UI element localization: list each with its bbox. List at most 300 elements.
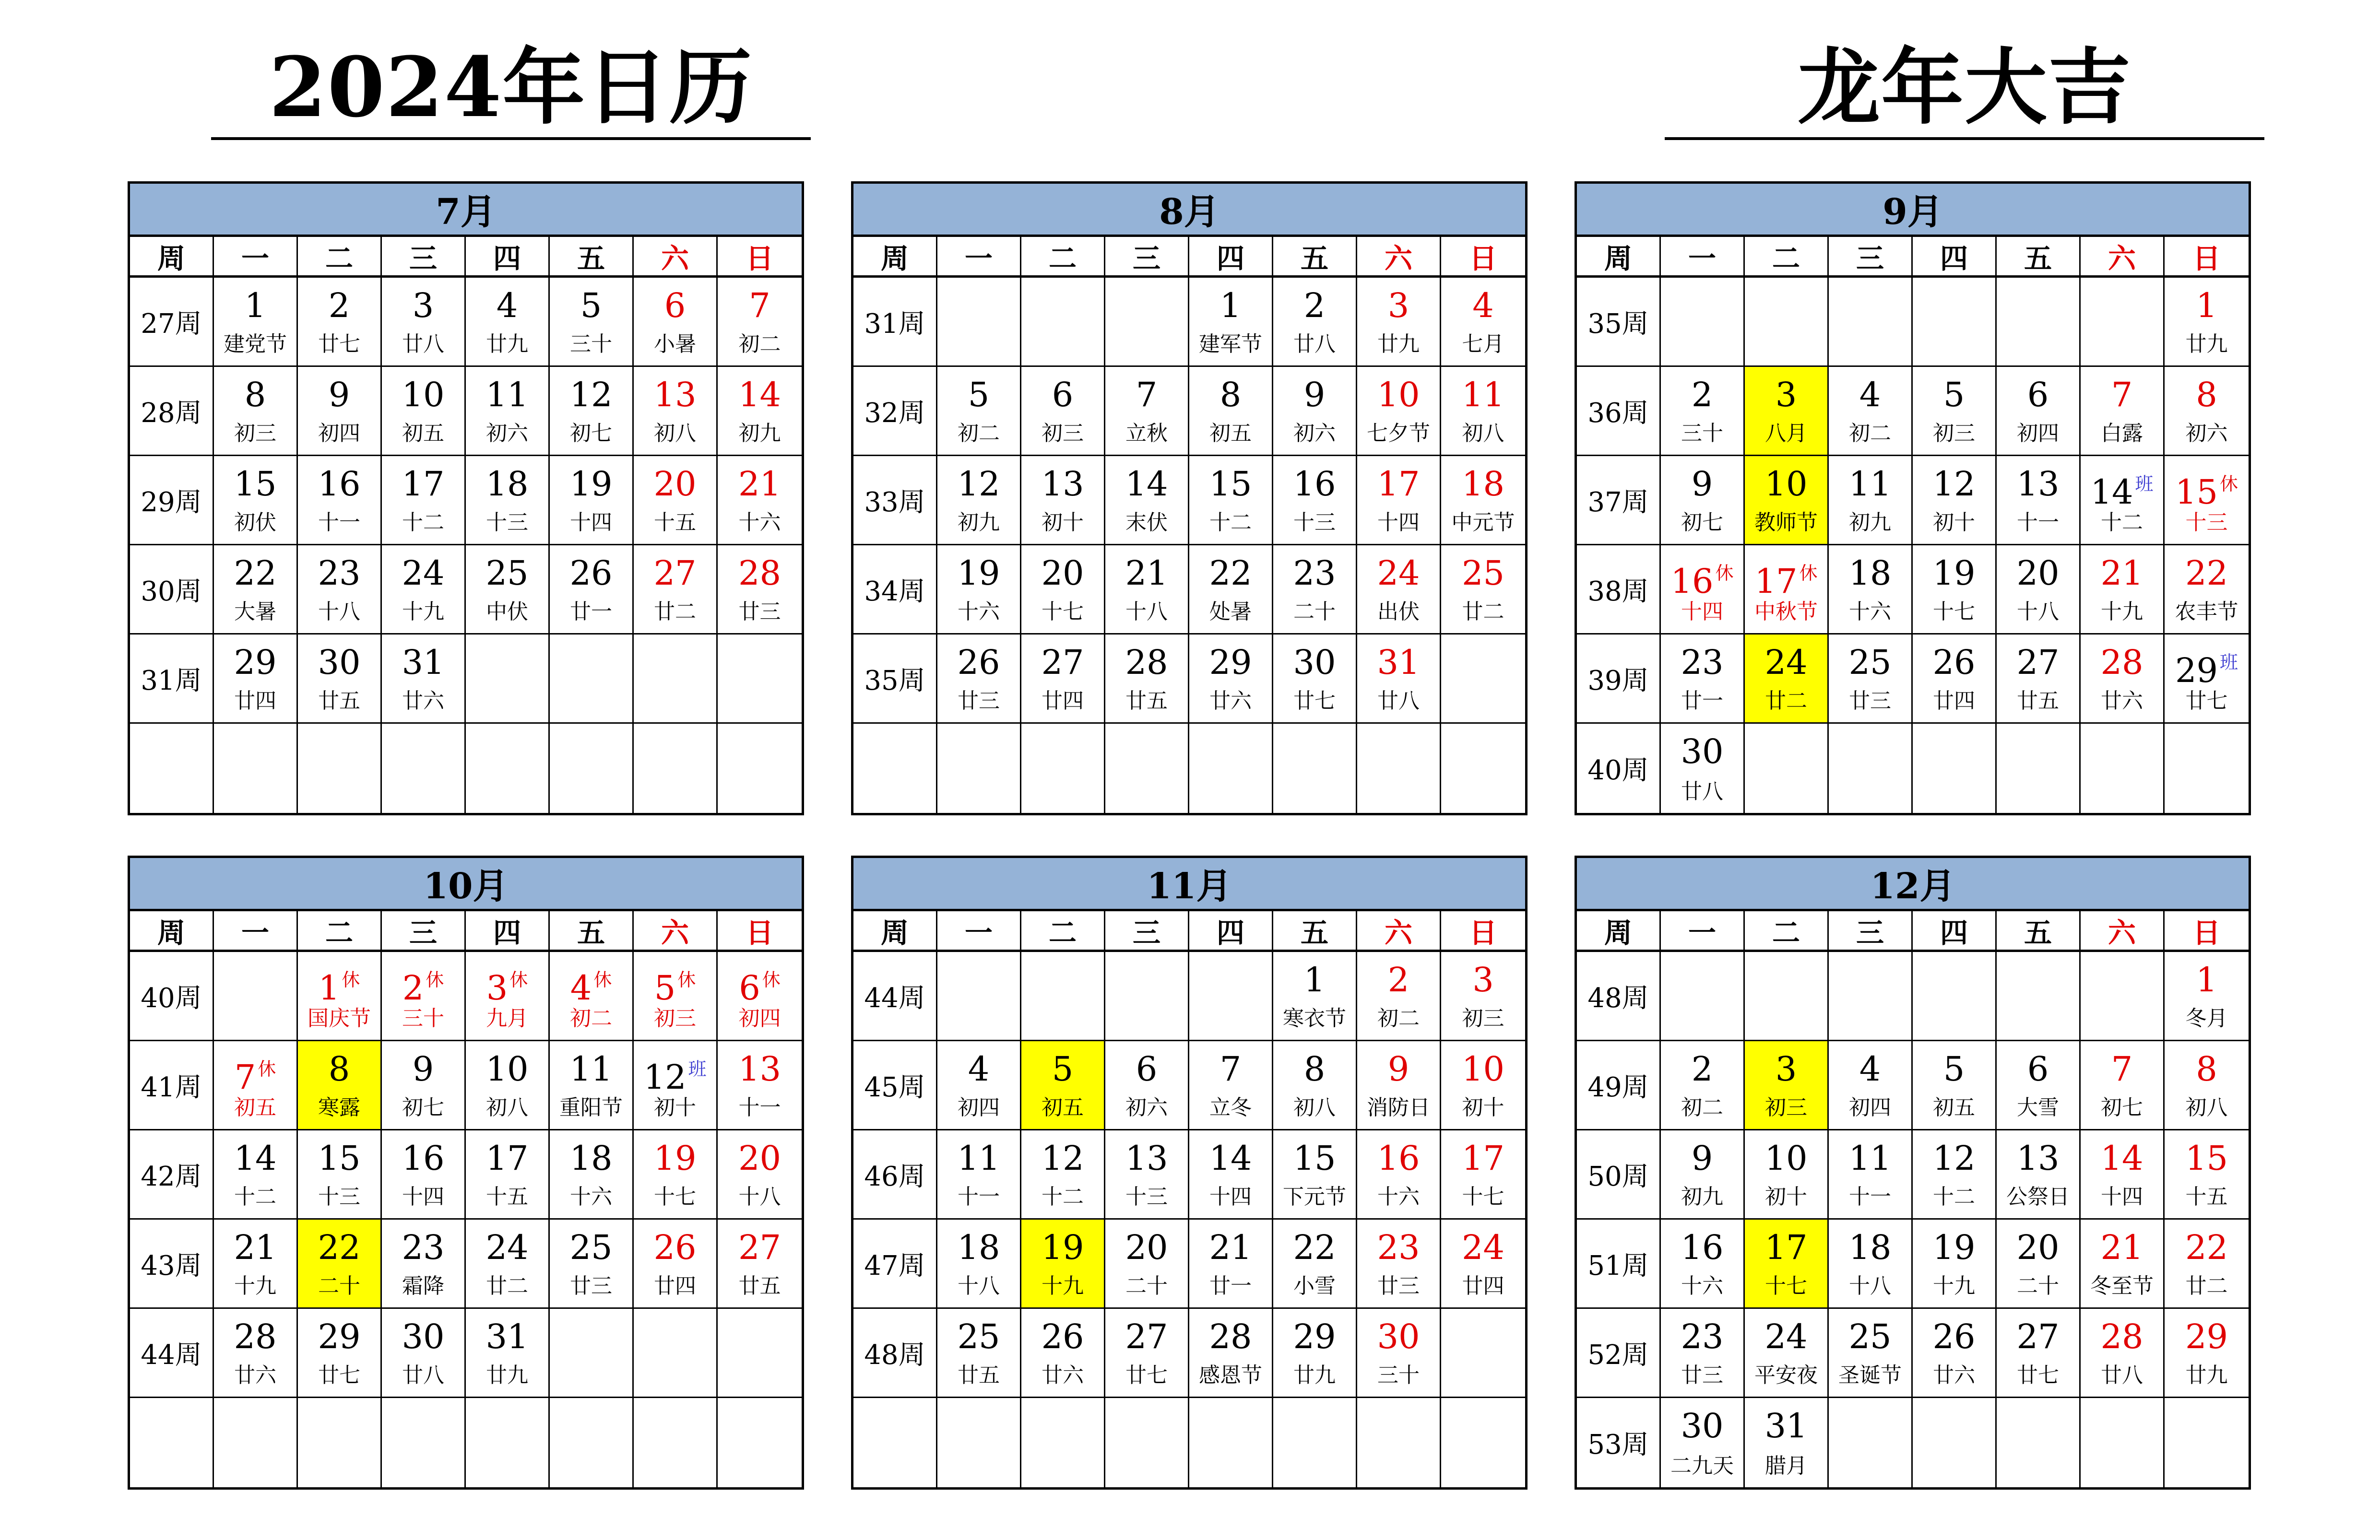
day-cell[interactable]	[2081, 456, 2165, 545]
day-cell[interactable]	[214, 367, 298, 456]
day-number: 2	[328, 286, 350, 325]
day-cell[interactable]	[1829, 1220, 1913, 1309]
day-cell[interactable]	[1105, 456, 1189, 545]
day-number-wrap	[1661, 1050, 1743, 1088]
day-cell[interactable]	[550, 1041, 634, 1130]
month-july	[128, 181, 804, 815]
day-cell[interactable]	[1273, 456, 1357, 545]
day-cell[interactable]	[382, 367, 466, 456]
day-number-wrap	[2081, 643, 2163, 682]
day-cell[interactable]	[1829, 1309, 1913, 1398]
empty-day-cell	[298, 1398, 382, 1487]
day-number-wrap	[1661, 554, 1743, 600]
day-cell[interactable]	[1997, 367, 2081, 456]
day-cell[interactable]	[1745, 635, 1829, 724]
day-cell[interactable]	[1441, 1041, 1525, 1130]
day-cell[interactable]	[1021, 545, 1105, 635]
day-cell[interactable]	[1273, 952, 1357, 1041]
day-number: 4	[1472, 286, 1494, 325]
day-number: 31	[1764, 1406, 1808, 1446]
day-cell[interactable]	[634, 278, 718, 367]
day-cell[interactable]	[550, 545, 634, 635]
lunar-date: 初十	[1462, 1095, 1504, 1120]
day-cell[interactable]	[466, 1220, 550, 1309]
day-cell[interactable]	[1357, 1041, 1441, 1130]
lunar-date: 初五	[234, 1095, 276, 1120]
day-number: 20	[653, 464, 697, 504]
day-cell[interactable]	[2165, 456, 2249, 545]
empty-day-cell	[466, 724, 550, 813]
day-cell[interactable]	[298, 545, 382, 635]
day-cell[interactable]	[1913, 1220, 1997, 1309]
day-cell[interactable]	[1661, 1398, 1745, 1487]
day-cell[interactable]	[1997, 635, 2081, 724]
day-cell[interactable]	[1661, 635, 1745, 724]
day-number: 29	[2175, 651, 2218, 690]
empty-day-cell	[1441, 635, 1525, 724]
day-number: 29	[2185, 1317, 2228, 1356]
day-cell[interactable]	[382, 456, 466, 545]
lunar-date: 初四	[318, 421, 360, 446]
lunar-date: 十九	[1933, 1274, 1975, 1298]
day-cell[interactable]	[298, 1220, 382, 1309]
day-number-wrap	[298, 961, 380, 1007]
day-cell[interactable]	[550, 278, 634, 367]
day-cell[interactable]	[382, 1130, 466, 1220]
day-cell[interactable]	[1745, 456, 1829, 545]
day-number: 23	[402, 1228, 445, 1267]
day-number: 30	[318, 643, 361, 682]
day-cell[interactable]	[1997, 1309, 2081, 1398]
day-cell[interactable]	[1661, 456, 1745, 545]
lunar-date: 十六	[570, 1185, 612, 1209]
day-cell[interactable]	[1021, 1220, 1105, 1309]
lunar-date: 廿八	[1293, 332, 1336, 356]
day-cell[interactable]	[298, 367, 382, 456]
lunar-date: 初九	[738, 421, 781, 446]
lunar-date: 廿九	[486, 332, 528, 356]
empty-day-cell	[634, 1398, 718, 1487]
day-number-wrap	[214, 643, 296, 682]
day-cell[interactable]	[382, 1041, 466, 1130]
week-number	[853, 724, 937, 813]
day-number: 16	[1293, 464, 1336, 504]
day-cell[interactable]	[634, 1041, 718, 1130]
day-cell[interactable]	[382, 1309, 466, 1398]
day-cell[interactable]	[1273, 635, 1357, 724]
day-cell[interactable]	[382, 635, 466, 724]
day-cell[interactable]	[937, 545, 1021, 635]
day-number-wrap	[550, 1228, 632, 1267]
day-cell[interactable]	[1189, 1309, 1273, 1398]
day-number-wrap	[466, 376, 548, 414]
day-number: 23	[1377, 1228, 1420, 1267]
day-number: 20	[1041, 553, 1084, 593]
day-cell[interactable]	[1273, 1220, 1357, 1309]
day-cell[interactable]	[382, 952, 466, 1041]
day-cell[interactable]	[1997, 1130, 2081, 1220]
day-cell[interactable]	[1021, 1041, 1105, 1130]
weekday-header: 四	[1189, 911, 1273, 952]
day-cell[interactable]	[634, 1130, 718, 1220]
holiday-badge: 休	[677, 969, 696, 990]
day-number: 10	[1461, 1049, 1505, 1089]
day-cell[interactable]	[1441, 1130, 1525, 1220]
day-cell[interactable]	[634, 545, 718, 635]
month-title: 11月	[853, 858, 1525, 911]
day-cell[interactable]	[1273, 545, 1357, 635]
day-cell[interactable]	[1661, 724, 1745, 813]
day-number: 25	[569, 1228, 613, 1267]
day-cell[interactable]	[2165, 952, 2249, 1041]
holiday-badge: 休	[1799, 563, 1818, 584]
day-cell[interactable]	[1913, 1309, 1997, 1398]
day-cell[interactable]	[1105, 1220, 1189, 1309]
day-cell[interactable]	[1661, 1309, 1745, 1398]
lunar-date: 霜降	[402, 1274, 444, 1298]
day-cell[interactable]	[1273, 1041, 1357, 1130]
day-cell[interactable]	[1189, 545, 1273, 635]
day-cell[interactable]	[1829, 545, 1913, 635]
lunar-date: 十二	[234, 1185, 276, 1209]
day-number-wrap	[634, 1139, 716, 1177]
day-cell[interactable]	[1357, 952, 1441, 1041]
day-number-wrap	[1829, 643, 1911, 682]
day-cell[interactable]	[937, 1220, 1021, 1309]
day-number: 9	[1691, 1139, 1713, 1178]
day-cell[interactable]	[1189, 456, 1273, 545]
day-cell[interactable]	[2165, 278, 2249, 367]
day-cell[interactable]	[2165, 367, 2249, 456]
week-number	[130, 724, 214, 813]
day-cell[interactable]	[634, 952, 718, 1041]
day-cell[interactable]	[1661, 1220, 1745, 1309]
day-cell[interactable]	[1661, 1041, 1745, 1130]
empty-day-cell	[1997, 278, 2081, 367]
day-cell[interactable]	[718, 456, 802, 545]
day-cell[interactable]	[1189, 1041, 1273, 1130]
day-cell[interactable]	[1273, 278, 1357, 367]
week-number: 45周	[853, 1041, 937, 1130]
day-cell[interactable]	[1105, 635, 1189, 724]
day-cell[interactable]	[718, 952, 802, 1041]
weekday-header: 六	[2081, 911, 2165, 952]
day-cell[interactable]	[298, 635, 382, 724]
day-cell[interactable]	[1661, 1130, 1745, 1220]
day-cell[interactable]	[214, 1130, 298, 1220]
day-number-wrap	[1357, 554, 1440, 592]
day-cell[interactable]	[466, 1130, 550, 1220]
day-cell[interactable]	[1745, 1220, 1829, 1309]
weekday-header: 三	[1829, 237, 1913, 278]
day-number-wrap	[1021, 1139, 1104, 1177]
day-cell[interactable]	[1105, 1130, 1189, 1220]
day-number-wrap	[1273, 286, 1356, 325]
weekday-header: 一	[937, 911, 1021, 952]
day-number: 12	[957, 464, 1000, 504]
day-cell[interactable]	[214, 278, 298, 367]
day-cell[interactable]	[937, 1130, 1021, 1220]
week-number: 49周	[1577, 1041, 1661, 1130]
day-cell[interactable]	[1829, 635, 1913, 724]
empty-day-cell	[1913, 1398, 1997, 1487]
lunar-date: 初八	[1462, 421, 1504, 446]
day-cell[interactable]	[1021, 1130, 1105, 1220]
day-number: 28	[1125, 643, 1168, 682]
day-cell[interactable]	[1189, 278, 1273, 367]
weekday-header: 五	[1997, 237, 2081, 278]
day-cell[interactable]	[1105, 1309, 1189, 1398]
day-cell[interactable]	[1021, 367, 1105, 456]
lunar-date: 廿一	[570, 600, 612, 624]
empty-day-cell	[2081, 1398, 2165, 1487]
weekday-header: 一	[937, 237, 1021, 278]
lunar-date: 廿三	[1849, 689, 1891, 713]
day-cell[interactable]	[550, 367, 634, 456]
day-cell[interactable]	[1913, 367, 1997, 456]
day-number-wrap	[1357, 643, 1440, 682]
weekday-header: 日	[1441, 237, 1525, 278]
day-number-wrap	[1829, 1139, 1911, 1177]
day-number: 18	[1848, 1228, 1892, 1267]
day-number-wrap	[1997, 1050, 2079, 1088]
day-cell[interactable]	[634, 367, 718, 456]
lunar-date: 廿六	[402, 689, 444, 713]
day-cell[interactable]	[1021, 456, 1105, 545]
day-cell[interactable]	[214, 1309, 298, 1398]
day-cell[interactable]	[937, 367, 1021, 456]
day-number-wrap	[1913, 554, 1995, 592]
day-cell[interactable]	[382, 1220, 466, 1309]
day-cell[interactable]	[466, 1041, 550, 1130]
day-cell[interactable]	[1441, 1220, 1525, 1309]
day-cell[interactable]	[2165, 635, 2249, 724]
lunar-date: 十三	[1293, 510, 1336, 535]
day-cell[interactable]	[466, 278, 550, 367]
day-cell[interactable]	[2081, 545, 2165, 635]
day-cell[interactable]	[634, 456, 718, 545]
day-cell[interactable]	[937, 635, 1021, 724]
lunar-date: 立秋	[1125, 421, 1168, 446]
day-cell[interactable]	[298, 1130, 382, 1220]
day-cell[interactable]	[466, 456, 550, 545]
day-cell[interactable]	[1829, 367, 1913, 456]
day-cell[interactable]	[1105, 1041, 1189, 1130]
day-cell[interactable]	[1189, 1220, 1273, 1309]
day-cell[interactable]	[1997, 545, 2081, 635]
lunar-date: 初三	[1042, 421, 1084, 446]
day-cell[interactable]	[2165, 1130, 2249, 1220]
day-cell[interactable]	[1441, 456, 1525, 545]
day-number: 6	[739, 968, 760, 1008]
day-number: 31	[402, 643, 445, 682]
day-cell[interactable]	[1997, 1041, 2081, 1130]
week-number: 33周	[853, 456, 937, 545]
day-cell[interactable]	[2165, 545, 2249, 635]
day-cell[interactable]	[1913, 1130, 1997, 1220]
day-cell[interactable]	[718, 545, 802, 635]
day-cell[interactable]	[1189, 1130, 1273, 1220]
day-cell[interactable]	[718, 1130, 802, 1220]
day-cell[interactable]	[2081, 1309, 2165, 1398]
day-cell[interactable]	[382, 278, 466, 367]
day-cell[interactable]	[1829, 1130, 1913, 1220]
day-cell[interactable]	[1441, 367, 1525, 456]
day-cell[interactable]	[1357, 278, 1441, 367]
day-cell[interactable]	[718, 1041, 802, 1130]
empty-day-cell	[1829, 724, 1913, 813]
day-cell[interactable]	[937, 456, 1021, 545]
day-cell[interactable]	[1661, 545, 1745, 635]
day-cell[interactable]	[1273, 1309, 1357, 1398]
day-number: 25	[957, 1317, 1000, 1356]
day-number: 7	[1136, 375, 1158, 414]
day-cell[interactable]	[214, 1041, 298, 1130]
day-cell[interactable]	[1745, 1130, 1829, 1220]
day-cell[interactable]	[466, 1309, 550, 1398]
day-cell[interactable]	[298, 952, 382, 1041]
day-cell[interactable]	[1997, 456, 2081, 545]
day-cell[interactable]	[1189, 367, 1273, 456]
day-cell[interactable]	[1357, 1130, 1441, 1220]
day-cell[interactable]	[1913, 635, 1997, 724]
lunar-date: 廿八	[402, 332, 444, 356]
day-cell[interactable]	[937, 1041, 1021, 1130]
day-cell[interactable]	[466, 367, 550, 456]
day-cell[interactable]	[1357, 545, 1441, 635]
day-cell[interactable]	[1913, 1041, 1997, 1130]
lunar-date: 重阳节	[559, 1095, 623, 1120]
day-cell[interactable]	[1661, 367, 1745, 456]
lunar-date: 十六	[1849, 600, 1891, 624]
day-cell[interactable]	[1745, 1398, 1829, 1487]
lunar-date: 初十	[1933, 510, 1975, 535]
day-number: 11	[957, 1139, 1000, 1178]
week-number: 50周	[1577, 1130, 1661, 1220]
day-number-wrap	[937, 1228, 1020, 1267]
day-cell[interactable]	[214, 635, 298, 724]
day-cell[interactable]	[1357, 456, 1441, 545]
day-number: 26	[957, 643, 1000, 682]
day-number-wrap	[1913, 1228, 1995, 1267]
day-cell[interactable]	[298, 456, 382, 545]
day-number-wrap	[718, 1139, 802, 1177]
day-cell[interactable]	[1745, 545, 1829, 635]
day-cell[interactable]	[1745, 1309, 1829, 1398]
day-cell[interactable]	[1829, 1041, 1913, 1130]
day-number-wrap	[1105, 643, 1188, 682]
day-cell[interactable]	[2081, 635, 2165, 724]
empty-day-cell	[718, 1309, 802, 1398]
day-number-wrap	[2165, 643, 2249, 690]
lunar-date: 初三	[1933, 421, 1975, 446]
day-cell[interactable]	[214, 1220, 298, 1309]
day-cell[interactable]	[1357, 635, 1441, 724]
day-cell[interactable]	[1441, 278, 1525, 367]
day-number: 5	[1943, 1049, 1965, 1089]
day-number: 9	[1303, 375, 1326, 414]
day-cell[interactable]	[298, 1309, 382, 1398]
day-cell[interactable]	[2081, 367, 2165, 456]
day-number: 10	[1377, 375, 1420, 414]
day-cell[interactable]	[2165, 1220, 2249, 1309]
day-cell[interactable]	[1357, 1309, 1441, 1398]
day-cell[interactable]	[1997, 1220, 2081, 1309]
day-cell[interactable]	[550, 952, 634, 1041]
day-cell[interactable]	[214, 456, 298, 545]
day-cell[interactable]	[1357, 1220, 1441, 1309]
day-number-wrap	[2165, 1228, 2249, 1267]
day-number-wrap	[214, 1228, 296, 1267]
day-cell[interactable]	[937, 1309, 1021, 1398]
day-cell[interactable]	[1913, 456, 1997, 545]
day-cell[interactable]	[718, 367, 802, 456]
day-number: 26	[653, 1228, 697, 1267]
lunar-date: 廿九	[2185, 332, 2228, 356]
day-cell[interactable]	[1745, 367, 1829, 456]
day-cell[interactable]	[1357, 367, 1441, 456]
day-number-wrap	[718, 1228, 802, 1267]
day-cell[interactable]	[1189, 635, 1273, 724]
day-cell[interactable]	[634, 1220, 718, 1309]
day-cell[interactable]	[382, 545, 466, 635]
month-title: 12月	[1577, 858, 2249, 911]
weekday-header: 三	[1829, 911, 1913, 952]
day-cell[interactable]	[1273, 1130, 1357, 1220]
day-cell[interactable]	[466, 952, 550, 1041]
day-cell[interactable]	[1105, 545, 1189, 635]
day-cell[interactable]	[1441, 545, 1525, 635]
empty-day-cell	[1913, 724, 1997, 813]
lunar-date: 初八	[654, 421, 696, 446]
day-cell[interactable]	[2165, 1309, 2249, 1398]
day-cell[interactable]	[1745, 1041, 1829, 1130]
day-cell[interactable]	[2081, 1220, 2165, 1309]
day-number: 16	[1681, 1228, 1724, 1267]
day-cell[interactable]	[2165, 1041, 2249, 1130]
weekday-header: 三	[1105, 237, 1189, 278]
day-cell[interactable]	[718, 1220, 802, 1309]
lunar-date: 三十	[402, 1006, 444, 1031]
day-cell[interactable]	[1829, 456, 1913, 545]
day-cell[interactable]	[1105, 367, 1189, 456]
day-number: 28	[2100, 1317, 2143, 1356]
day-cell[interactable]	[2081, 1041, 2165, 1130]
day-cell[interactable]	[550, 1130, 634, 1220]
empty-day-cell	[1661, 278, 1745, 367]
day-cell[interactable]	[298, 1041, 382, 1130]
day-cell[interactable]	[2081, 1130, 2165, 1220]
lunar-date: 廿六	[1209, 689, 1252, 713]
day-cell[interactable]	[1913, 545, 1997, 635]
day-cell[interactable]	[1441, 952, 1525, 1041]
day-cell[interactable]	[550, 1220, 634, 1309]
day-cell[interactable]	[1273, 367, 1357, 456]
day-cell[interactable]	[298, 278, 382, 367]
day-cell[interactable]	[1021, 635, 1105, 724]
day-cell[interactable]	[1021, 1309, 1105, 1398]
week-number: 39周	[1577, 635, 1661, 724]
day-number: 2	[1691, 375, 1713, 414]
day-cell[interactable]	[214, 545, 298, 635]
day-cell[interactable]	[718, 278, 802, 367]
day-cell[interactable]	[466, 545, 550, 635]
day-number: 27	[1125, 1317, 1168, 1356]
lunar-date: 十八	[318, 600, 360, 624]
empty-day-cell	[1441, 1309, 1525, 1398]
lunar-date: 十五	[2185, 1185, 2228, 1209]
day-cell[interactable]	[550, 456, 634, 545]
